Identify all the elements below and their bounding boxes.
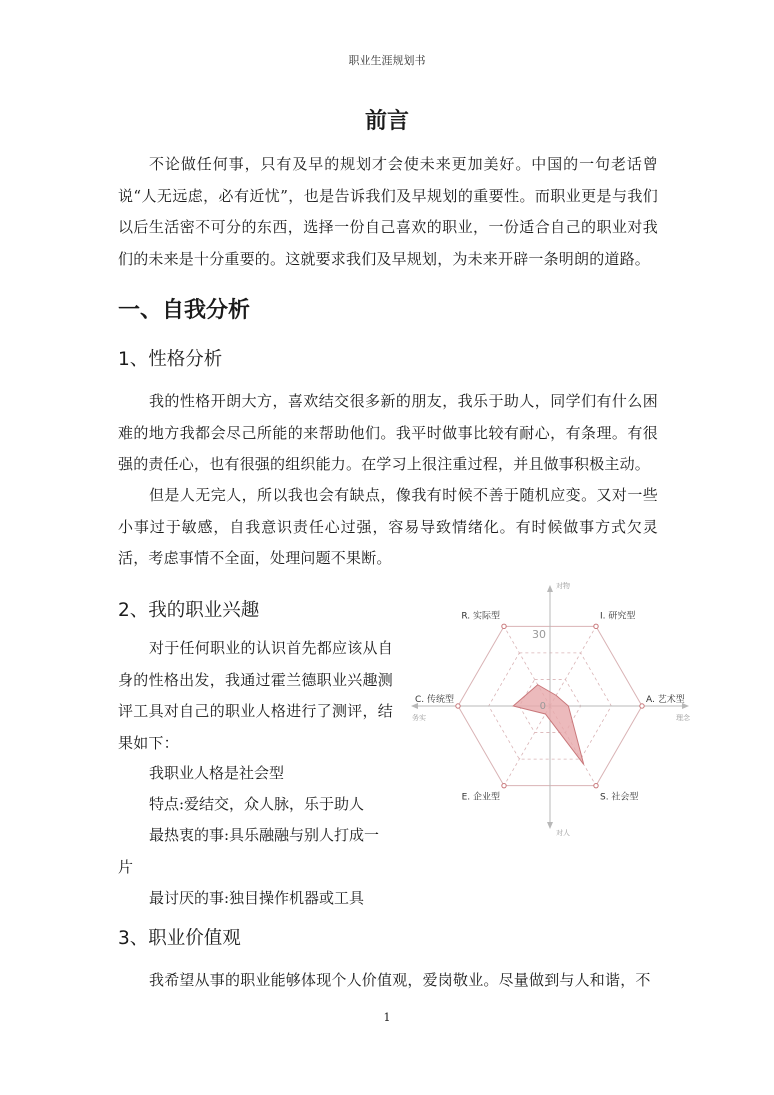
radar-vertex-marker [594, 783, 598, 787]
subsection-title-values: 3、职业价值观 [118, 928, 241, 949]
page-number: 1 [383, 1011, 391, 1024]
radar-series-area [513, 685, 584, 765]
preface-paragraph: 不论做任何事，只有及早的规划才会使未来更加美好。中国的一句老话曾说“人无远虑，必有近忧”，也是告诉我们及早规划的重要性。而职业更是与我们以后生活密不可分的东西，选择一份自己喜欢的职业，一份适合自己的职业对我们的未来是十分重要的。这就要求我们及早规划，为未来开辟一条明朗的道路。 [118, 155, 658, 268]
personality-paragraph-2: 但是人无完人，所以我也会有缺点，像我有时候不善于随机应变。又对一些小事过于敏感，自我意识责任心过强，容易导致情绪化。有时候做事方式欠灵活，考虑事情不全面，处理问题不果断。 [118, 486, 658, 567]
radar-category-label: A. 艺术型 [646, 695, 685, 705]
subsection-title-personality: 1、性格分析 [118, 349, 223, 370]
interest-favorite: 最热衷的事:具乐融融与别人打成一片 [118, 826, 380, 876]
page-header: 职业生涯规划书 [348, 54, 426, 67]
section-title-self-analysis: 一、自我分析 [118, 298, 251, 323]
values-paragraph-1: 我希望从事的职业能够体现个人价值观，爱岗敬业。尽量做到与人和谐，不 [149, 971, 651, 989]
radar-vertex-marker [640, 704, 644, 708]
radar-category-label: C. 传统型 [414, 695, 454, 705]
header-divider [118, 72, 658, 73]
subsection-title-interest: 2、我的职业兴趣 [118, 600, 260, 621]
radar-axis-label-left: 务实 [412, 714, 426, 722]
radar-scale-max-label: 30 [532, 628, 546, 641]
interest-dislike: 最讨厌的事:独目操作机器或工具 [149, 889, 365, 907]
arrow-down-icon [547, 822, 553, 829]
interest-traits: 特点:爱结交，众人脉，乐于助人 [149, 795, 365, 813]
radar-category-label: I. 研究型 [600, 611, 636, 622]
radar-axis-label-bottom: 对人 [556, 829, 570, 837]
personality-paragraph-1: 我的性格开朗大方，喜欢结交很多新的朋友，我乐于助人，同学们有什么困难的地方我都会尽己所能的来帮助他们。我平时做事比较有耐心，有条理。有很强的责任心，也有很强的组织能力。在学习上很注重过程，并且做事积极主动。 [118, 392, 658, 473]
radar-vertex-marker [502, 624, 506, 628]
radar-scale-min-label: 0 [539, 701, 546, 712]
radar-axis-label-top: 对物 [556, 582, 570, 590]
radar-vertex-marker [456, 704, 460, 708]
radar-category-label: S. 社会型 [600, 792, 639, 803]
preface-title: 前言 [364, 109, 409, 134]
radar-vertex-marker [502, 783, 506, 787]
radar-vertex-marker [594, 624, 598, 628]
radar-axis-label-right: 理念 [676, 714, 690, 722]
radar-category-label: E. 企业型 [461, 792, 500, 803]
arrow-up-icon [547, 585, 553, 592]
radar-spoke [550, 626, 596, 706]
interest-intro-paragraph: 对于任何职业的认识首先都应该从自身的性格出发，我通过霍兰德职业兴趣测评工具对自己的职业人格进行了测评，结果如下： [118, 639, 393, 752]
interest-result: 我职业人格是社会型 [149, 764, 285, 782]
radar-category-label: R. 实际型 [461, 611, 500, 622]
holland-radar-chart [402, 576, 702, 838]
radar-spoke [504, 706, 550, 786]
